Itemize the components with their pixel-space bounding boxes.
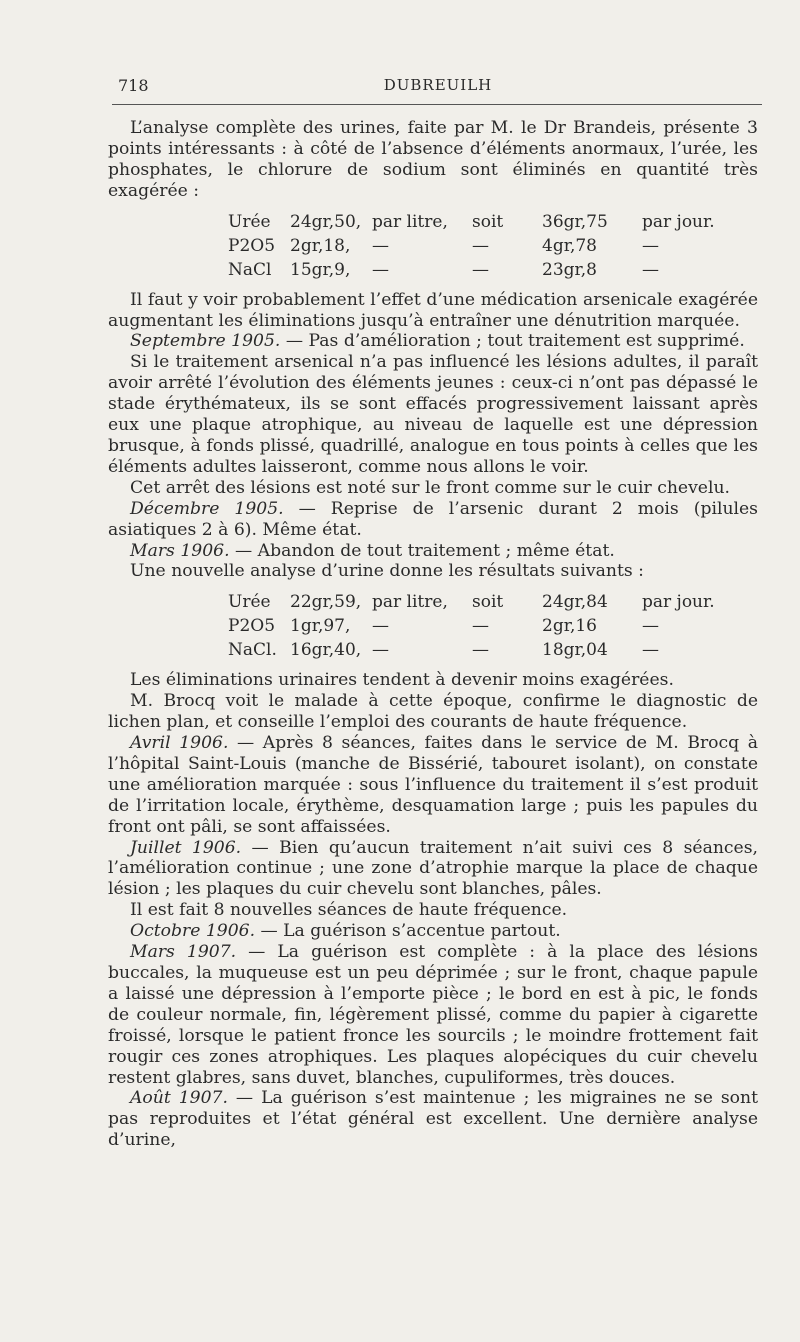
table-row [228,234,715,258]
paragraph-brocq: M. Brocq voit le malade à cette époque, confirme le diagnostic de lichen plan, et conseille l’emploi des courants de haute fréquence. [108,691,758,733]
entry-march-1906 [108,541,758,562]
table-cell: — [372,640,389,661]
page-number: 718 [118,76,149,95]
table-cell: 1gr,97, [290,616,351,637]
table-cell: par jour. [642,211,715,232]
table-cell: — [372,616,389,637]
table-cell: P2O5 [228,616,276,637]
entry-text: — La guérison est complète : à la place des lésions buccales, la muqueuse est un peu déprimée ; sur le front, chaque papule a laissé une dépression à l’emporte pièce ; le bord en est à pic, le fonds de couleur normale, fin, légèrement plissé, comme du papier à cigarette froissé, lorsque le patient fronce les sourcils ; le moindre frottement fait rougir ces zones atrophiques. Les plaques alopéciques du cuir chevelu restent glabres, sans duvet, blanches, cupuliformes, très douces. [108,942,758,1088]
header-rule [112,104,762,105]
table-cell: 18gr,04 [542,640,608,661]
entry-august-1907 [108,1088,758,1151]
entry-date: Mars 1907. [130,942,237,963]
urine-results-table-2 [228,590,715,662]
entry-text: — Après 8 séances, faites dans le service de M. Brocq à l’hôpital Saint-Louis (manche de Bissérié, tabouret isolant), on constate une amélioration marquée : sous l’influence du traitement il s’est produit de l’irritation locale, érythème, desquamation large ; puis les papules du front ont pâli, se sont affaissées. [108,733,758,837]
paragraph-arsenic-effect: Il faut y voir probablement l’effet d’une médication arsenicale exagérée augmentant les éliminations jusqu’à entraîner une dénutrition marquée. [108,289,758,331]
table-cell: NaCl. [228,640,277,661]
table-cell: 24gr,84 [542,592,608,613]
table-row [228,638,715,662]
table-row [228,258,715,282]
table-cell: 23gr,8 [542,259,597,280]
entry-july-1906 [108,838,758,901]
table-cell: par litre, [372,592,448,613]
entry-text: — Bien qu’aucun traitement n’ait suivi ces 8 séances, l’amélioration continue ; une zone d’atrophie marque la place de chaque lésion ; les plaques du cuir chevelu sont blanches, pâles. [108,837,758,900]
table-cell: P2O5 [228,235,276,256]
table-cell: — [472,259,489,280]
table-row [228,590,715,614]
entry-date: Septembre 1905. [130,331,281,352]
table-cell: — [642,640,659,661]
table-cell: 4gr,78 [542,235,597,256]
table-cell: — [642,235,659,256]
paragraph-urine-analysis: L’analyse complète des urines, faite par M. le Dr Brandeis, présente 3 points intéressants : à côté de l’absence d’éléments anormaux, l’urée, les phosphates, le chlorure de sodium sont éliminés en quantité très exagérée : [108,118,758,201]
entry-text: — La guérison s’est maintenue ; les migraines ne se sont pas reproduites et l’état général est excellent. Une dernière analyse d’urine, [108,1088,758,1151]
entry-date: Juillet 1906. [130,837,242,858]
entry-date: Août 1907. [130,1088,228,1109]
table-cell: par litre, [372,211,448,232]
table-cell: 15gr,9, [290,259,351,280]
table-cell: soit [472,592,504,613]
table-cell: Urée [228,211,271,232]
table-cell: — [472,616,489,637]
body-text [108,118,758,1151]
entry-december-1905 [108,499,758,541]
table-cell: — [472,235,489,256]
entry-october-1906 [108,921,758,942]
entry-text: — Reprise de l’arsenic durant 2 mois (pilules asiatiques 2 à 6). Même état. [108,498,759,540]
table-cell: 2gr,18, [290,235,351,256]
table-cell: 16gr,40, [290,640,362,661]
table-cell: Urée [228,592,271,613]
entry-september-1905 [108,331,758,352]
running-title: DUBREUILH [383,76,493,94]
entry-march-1907 [108,942,758,1088]
paragraph-eliminations: Les éliminations urinaires tendent à devenir moins exagérées. [130,670,674,691]
paragraph-lesions-arrest: Cet arrêt des lésions est noté sur le front comme sur le cuir chevelu. [130,477,731,498]
table-row [228,614,715,638]
entry-text: — Pas d’amélioration ; tout traitement est supprimé. [280,331,745,352]
entry-date: Décembre 1905. [130,498,284,519]
paragraph-new-sessions: Il est fait 8 nouvelles séances de haute fréquence. [130,900,568,921]
entry-date: Avril 1906. [130,733,229,754]
page-header [118,76,758,100]
table-cell: — [642,259,659,280]
paragraph-new-analysis: Une nouvelle analyse d’urine donne les résultats suivants : [130,561,644,582]
table-cell: 22gr,59, [290,592,362,613]
table-cell: — [642,616,659,637]
table-cell: par jour. [642,592,715,613]
table-cell: — [372,259,389,280]
table-cell: — [472,640,489,661]
entry-date: Mars 1906. [130,540,230,561]
table-cell: NaCl [228,259,272,280]
entry-text: — Abandon de tout traitement ; même état. [229,540,615,561]
table-cell: 24gr,50, [290,211,362,232]
table-cell: soit [472,211,504,232]
table-row [228,210,715,234]
entry-april-1906 [108,733,758,838]
entry-date: Octobre 1906. [130,921,256,942]
paragraph-arsenic-treatment: Si le traitement arsenical n’a pas influencé les lésions adultes, il paraît avoir arrêté l’évolution des éléments jeunes : ceux-ci n’ont pas dépassé le stade érythémateux, ils se sont effacés progressivement laissant après eux une plaque atrophique, au niveau de laquelle est une dépression brusque, à fonds plissé, quadrillé, analogue en tous points à celles que les éléments adultes laisseront, comme nous allons le voir. [108,352,758,477]
entry-text: — La guérison s’accentue partout. [255,921,561,942]
table-cell: — [372,235,389,256]
table-cell: 36gr,75 [542,211,608,232]
urine-results-table-1 [228,210,715,282]
table-cell: 2gr,16 [542,616,597,637]
